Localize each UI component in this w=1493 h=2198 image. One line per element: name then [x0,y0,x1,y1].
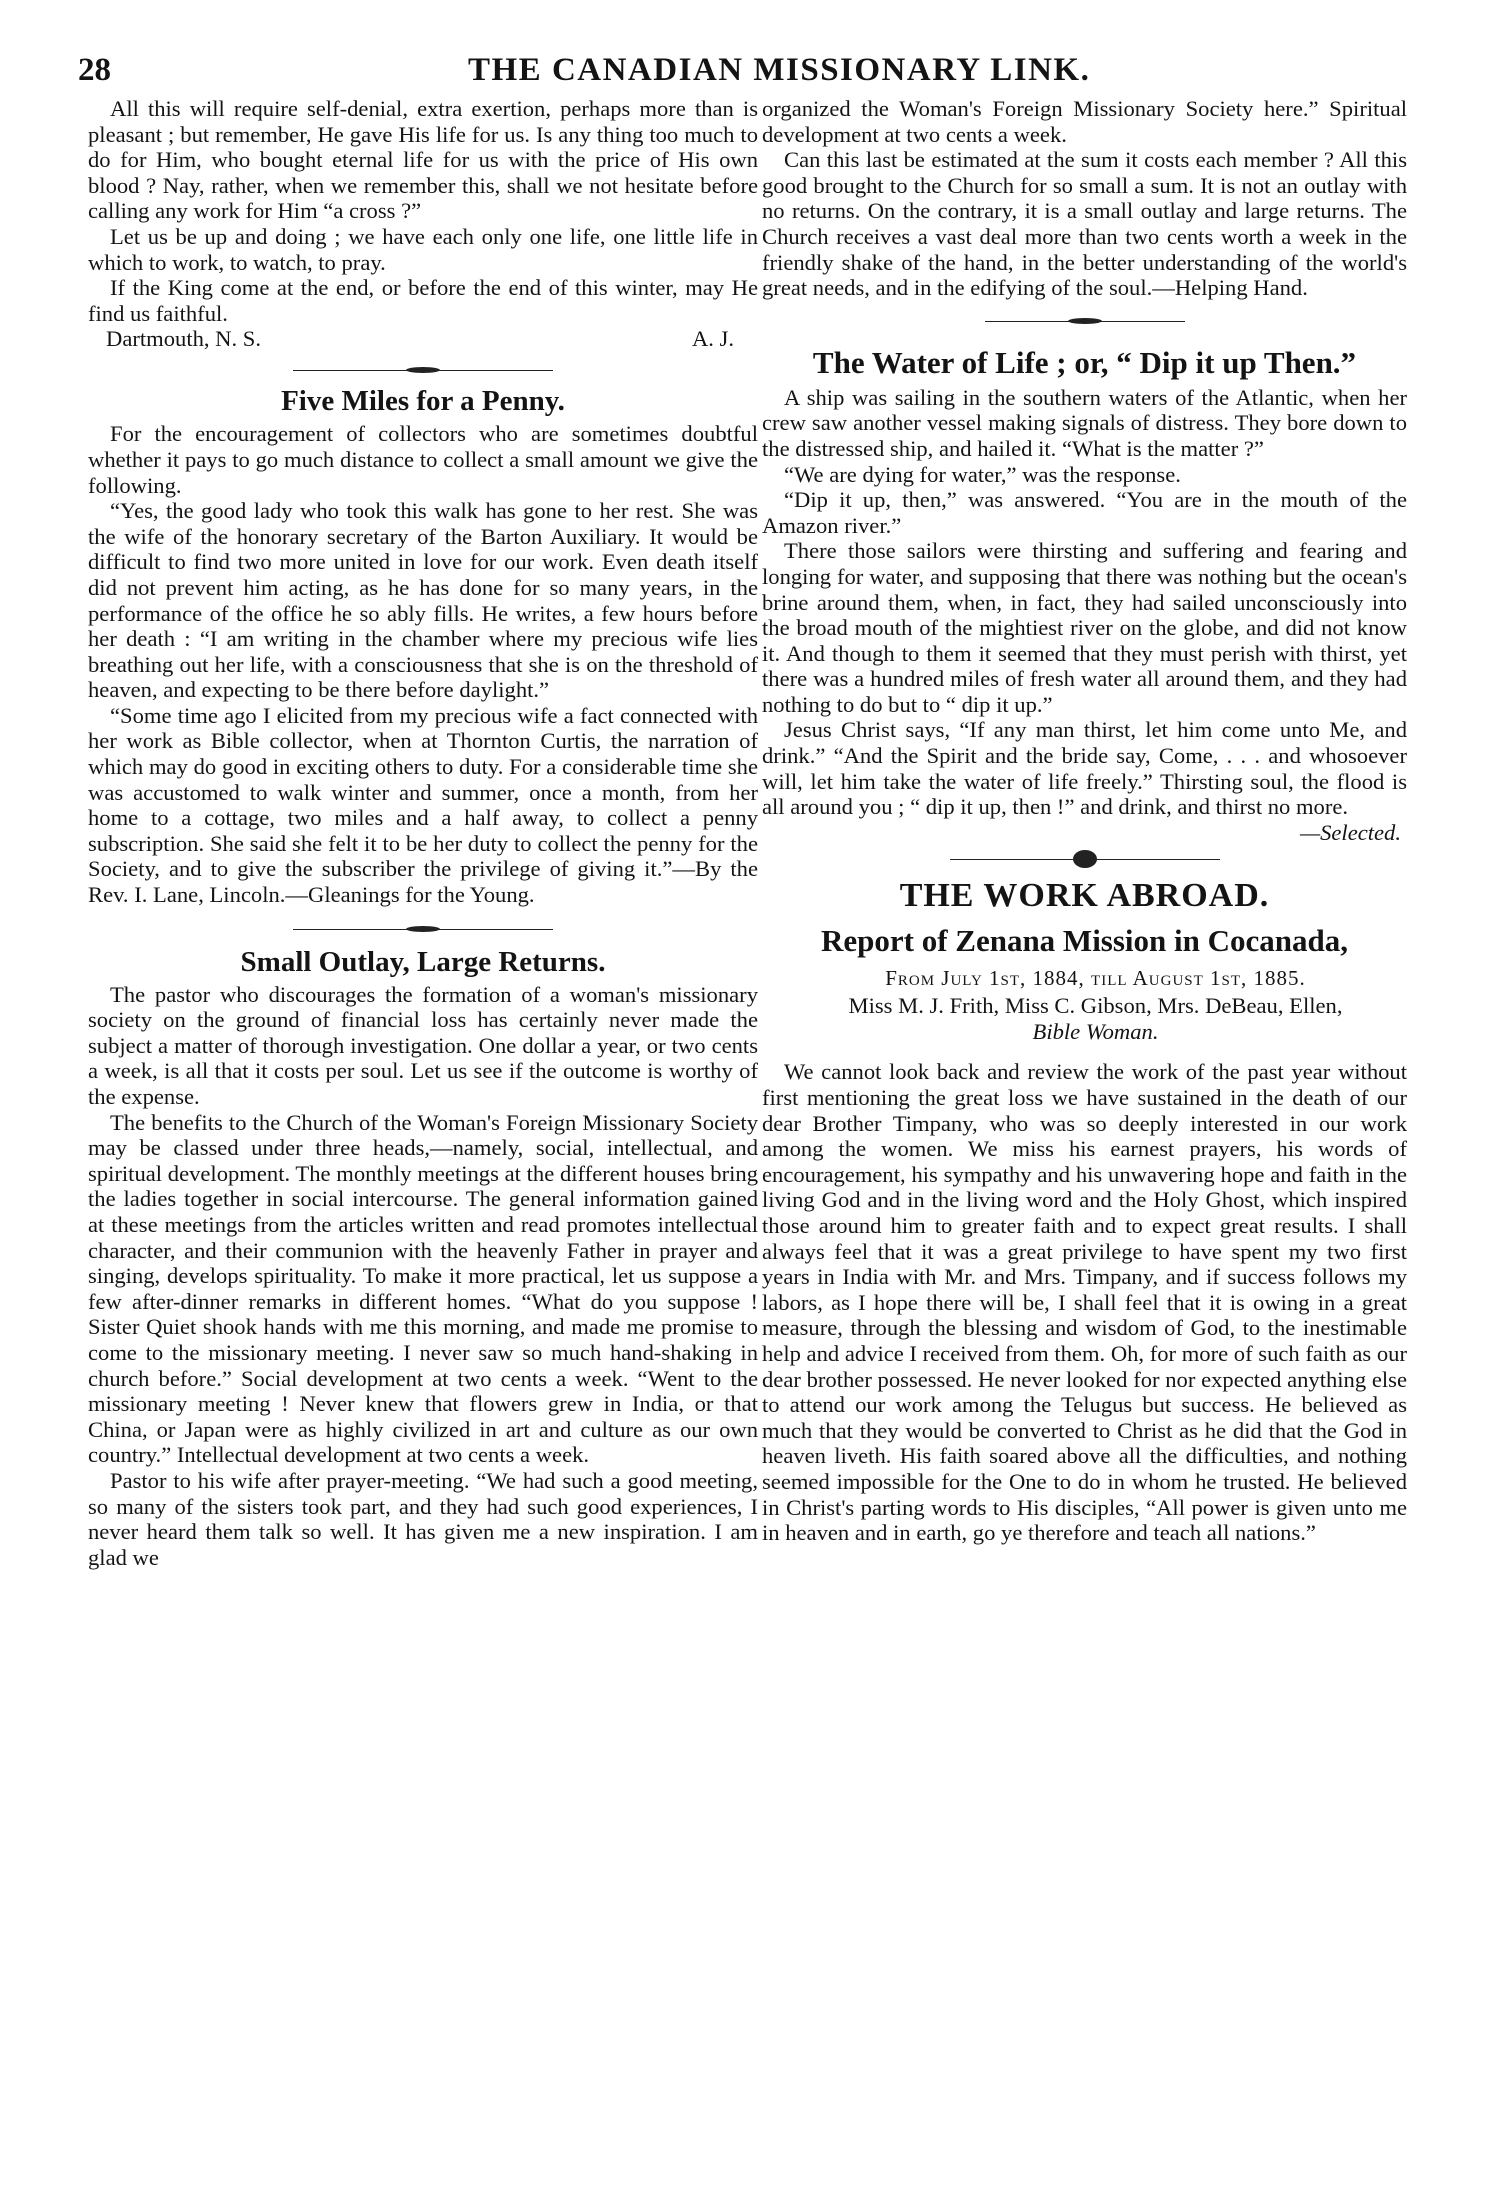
article-title: Small Outlay, Large Returns. [240,945,606,978]
left-column [88,96,758,1570]
article-paragraph: “Some time ago I elicited from my precious wife a fact connected with her work as Bible collector, when at Thornton Curtis, the narration of which may do good in exciting others to duty. For a considerable time she was accustomed to walk winter and summer, once a month, from her home to a cottage, two miles and a half away, to collect a penny subscription. She said she felt it to be her duty to collect the penny for the Society, and to give the subscriber the privilege of giving it.”—By the Rev. I. Lane, Lincoln.—Gleanings for the Young. [88,702,758,908]
article-paragraph: Jesus Christ says, “If any man thirst, let him come unto Me, and drink.” “And the Spirit and the bride say, Come, . . . and whosoever will, let him take the water of life freely.” Thirsting soul, the flood is all around you ; “ dip it up, then !” and drink, and thirst no more. [762,717,1407,820]
article-paragraph: We cannot look back and review the work of the past year without first mentioning the great loss we have sustained in the death of our dear Brother Timpany, who was so deeply interested in our work among the women. We miss his earnest prayers, his words of encouragement, his sympathy and his unwavering hope and faith in the living God and in the living word and the Holy Ghost, which inspired those around him to greater faith and to expect great results. I shall always feel that it was a great privilege to have spent my two first years in India with Mr. and Mrs. Timpany, and if success follows my labors, as I hope there will be, I shall feel that it is owing in a great measure, through the blessing and wisdom of God, to the inestimable help and advice I received from them. Oh, for more of such faith as our dear brother possessed. He never looked for nor expected anything else to attend our work among the Telugus but success. He believed as much that they would be converted to Christ as he did that the God in heaven liveth. His faith soared above all the difficulties, and nothing seemed impossible for the One to do in whom he trusted. He believed in Christ's parting words to His disciples, “All power is given unto me in heaven and in earth, go ye therefore and teach all nations.” [762,1059,1407,1546]
article-title: The Water of Life ; or, “ Dip it up Then.” [812,344,1357,380]
page-number: 28 [78,52,111,88]
signature-place: Dartmouth, N. S. [106,326,262,352]
article-paragraph: There those sailors were thirsting and suffering and fearing and longing for water, and supposing that there was nothing but the ocean's brine around them, when, in fact, they had sailed unconsciously into the broad mouth of the mightiest river on the globe, and did not know it. And though to them it seemed that they must perish with thirst, yet there was a hundred miles of fresh water all around them, and they had nothing to do but to “ dip it up.” [762,538,1407,717]
report-title: Report of Zenana Mission in Cocanada, [820,923,1349,959]
article-paragraph: Pastor to his wife after prayer-meeting. “We had such a good meeting, so many of the sisters took part, and they had such good experiences, I never heard them talk so well. It has given me a new inspiration. I am glad we [88,1467,758,1570]
section-rule [950,845,1220,873]
article-paragraph: For the encouragement of collectors who are sometimes doubtful whether it pays to go much distance to collect a small amount we give the following. [88,421,758,498]
continued-paragraph: Can this last be estimated at the sum it costs each member ? All this good brought to the Church for so small a sum. It is not an outlay with no returns. On the contrary, it is a small outlay and large returns. The Church receives a vast deal more than two cents worth a week in the friendly shake of the hand, in the better understanding of the world's great needs, and in the edifying of the soul.—Helping Hand. [762,147,1407,301]
intro-paragraph: Let us be up and doing ; we have each only one life, one little life in which to work, to watch, to pray. [88,223,758,275]
article-paragraph: The pastor who discourages the formation of a woman's missionary society on the ground of financial loss has certainly never made the subject a matter of thorough investigation. One dollar a year, or two cents a week, is all that it costs per soul. Let us see if the outcome is worthy of the expense. [88,981,758,1109]
section-rule [985,301,1185,341]
running-title: THE CANADIAN MISSIONARY LINK. [468,52,1091,88]
report-dates: From July 1st, 1884, till August 1st, 1885. [885,966,1306,991]
report-staff: Miss M. J. Frith, Miss C. Gibson, Mrs. DeBeau, Ellen, [848,993,1343,1019]
section-heading: THE WORK ABROAD. [899,877,1270,915]
page-header [78,52,1408,98]
article-paragraph: “Yes, the good lady who took this walk has gone to her rest. She was the wife of the honorary secretary of the Barton Auxiliary. It would be difficult to find two more united in love for our work. Even death itself did not prevent him acting, as he has done for so many years, in the performance of the office he so ably fills. He writes, a few hours before her death : “I am writing in the chamber where my precious wife lies breathing out her life, with a consciousness that she is on the threshold of heaven, and expecting to be there before daylight.” [88,498,758,703]
article-paragraph: “We are dying for water,” was the response. [784,461,1181,487]
intro-paragraph: All this will require self-denial, extra exertion, perhaps more than is pleasant ; but remember, He gave His life for us. Is any thing too much to do for Him, who bought eternal life for us with the price of His own blood ? Nay, rather, when we remember this, shall we not hesitate before calling any work for Him “a cross ?” [88,96,758,224]
signature-initials: A. J. [691,326,734,352]
section-rule [293,359,553,381]
section-rule [293,916,553,942]
article-paragraph: The benefits to the Church of the Woman's Foreign Missionary Society may be classed under three heads,—namely, social, intellectual, and spiritual development. The monthly meetings at the different houses bring the ladies together in social intercourse. The general information gained at these meetings from the articles written and read promotes intellectual character, and their communion with the heavenly Father in prayer and singing, develops spirituality. To make it more practical, let us suppose a few after-dinner remarks in different homes. “What do you suppose ! Sister Quiet shook hands with me this morning, and made me promise to come to the missionary meeting. I never saw so much hand-shaking in church before.” Social development at two cents a week. “Went to the missionary meeting ! Never knew that flowers grew in India, or that China, or Japan were as highly civilized in art and culture as our own country.” Intellectual development at two cents a week. [88,1109,758,1468]
article-title: Five Miles for a Penny. [281,385,565,418]
continued-paragraph: organized the Woman's Foreign Missionary Society here.” Spiritual development at two cents a week. [762,96,1407,147]
article-paragraph: A ship was sailing in the southern waters of the Atlantic, when her crew saw another vessel making signals of distress. They bore down to the distressed ship, and hailed it. “What is the matter ?” [762,384,1407,461]
article-source: —Selected. [1300,819,1401,845]
intro-paragraph: If the King come at the end, or before the end of this winter, may He find us faithful. [88,275,758,326]
intro-signature [88,326,758,353]
right-column [762,96,1407,1546]
article-paragraph: “Dip it up, then,” was answered. “You are in the mouth of the Amazon river.” [762,487,1407,538]
report-staff-role: Bible Woman. [1032,1019,1159,1045]
